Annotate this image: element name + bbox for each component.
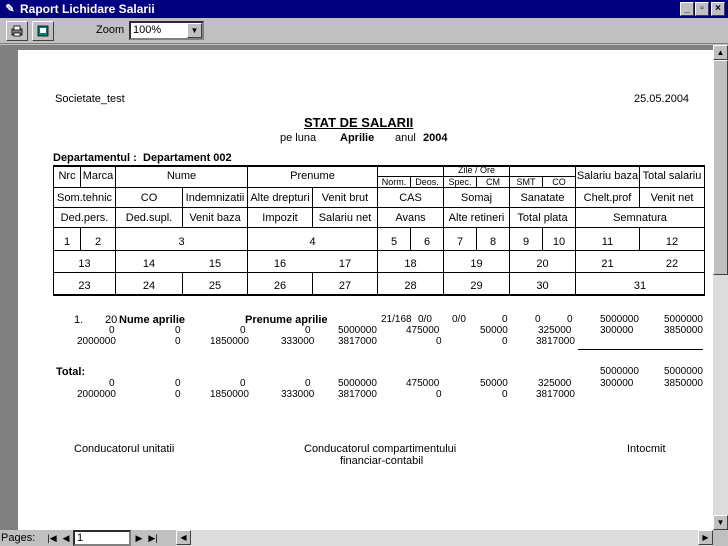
col-co: CO xyxy=(140,192,158,204)
total-salariu-net: 3817000 xyxy=(338,389,377,400)
num-cell: 4 xyxy=(309,236,316,248)
emp-co: 0 xyxy=(175,325,181,336)
title-bar[interactable] xyxy=(0,0,728,18)
num-cell: 15 xyxy=(208,258,222,270)
num-cell: 29 xyxy=(470,280,483,292)
month-value: Aprilie xyxy=(340,132,375,144)
page-number-input[interactable]: 1 xyxy=(73,530,131,546)
next-page-icon[interactable]: ▶ xyxy=(135,533,143,543)
first-page-icon[interactable]: |◀ xyxy=(47,533,57,543)
total-somaj: 50000 xyxy=(480,378,508,389)
total-salariu-baza: 5000000 xyxy=(600,366,639,377)
num-cell: 24 xyxy=(142,280,156,292)
col-cm: CM xyxy=(486,177,500,187)
num-cell: 26 xyxy=(273,280,287,292)
scroll-up-icon[interactable]: ▲ xyxy=(713,45,728,60)
emp-indemnizatii: 0 xyxy=(240,325,246,336)
num-cell: 31 xyxy=(633,280,647,292)
scroll-right-icon[interactable]: ▶ xyxy=(698,530,713,545)
num-cell: 23 xyxy=(78,280,91,292)
emp-zile-smt: 0 xyxy=(535,314,541,325)
num-cell: 12 xyxy=(665,236,679,248)
num-cell: 25 xyxy=(208,280,222,292)
total-ded-pers: 2000000 xyxy=(77,389,116,400)
total-venit-net: 3850000 xyxy=(664,378,703,389)
emp-nume: Nume aprilie xyxy=(119,314,186,326)
horizontal-scrollbar[interactable] xyxy=(176,530,713,546)
signature-director: Conducatorul unitatii xyxy=(74,443,175,455)
num-cell: 19 xyxy=(470,258,483,270)
total-co: 0 xyxy=(175,378,181,389)
num-cell: 14 xyxy=(142,258,156,270)
col-alte-drepturi: Alte drepturi xyxy=(250,192,310,204)
total-venit-baza: 1850000 xyxy=(210,389,249,400)
total-alte-drepturi: 0 xyxy=(305,378,311,389)
col-semnatura: Semnatura xyxy=(613,212,667,224)
num-cell: 10 xyxy=(552,236,566,248)
col-marca: Marca xyxy=(82,170,114,182)
num-cell: 8 xyxy=(489,236,497,248)
printer-icon xyxy=(11,25,23,37)
signature-prepared: Intocmit xyxy=(627,443,666,455)
emp-prenume: Prenume aprilie xyxy=(245,314,328,326)
emp-zile-cm: 0 xyxy=(502,314,508,325)
print-button[interactable] xyxy=(6,21,28,41)
col-alte-retineri: Alte retineri xyxy=(448,212,505,224)
emp-zile-norm: 21/168 xyxy=(381,314,412,325)
col-ded-pers: Ded.pers. xyxy=(60,212,109,224)
scroll-thumb[interactable] xyxy=(713,60,728,275)
num-cell: 21 xyxy=(601,258,614,270)
total-total-salariu: 5000000 xyxy=(664,366,703,377)
col-nrc: Nrc xyxy=(58,170,76,182)
page-title: STAT DE SALARII xyxy=(304,115,414,130)
total-cas: 475000 xyxy=(406,378,440,389)
num-cell: 7 xyxy=(456,236,464,248)
total-chelt-prof: 300000 xyxy=(600,378,634,389)
total-total-plata: 3817000 xyxy=(536,389,575,400)
total-impozit: 333000 xyxy=(281,389,315,400)
emp-ded-supl: 0 xyxy=(175,336,181,347)
zoom-select[interactable] xyxy=(129,21,204,40)
total-som-tehnic: 0 xyxy=(109,378,115,389)
total-avans: 0 xyxy=(436,389,442,400)
close-button[interactable]: × xyxy=(711,2,725,16)
num-cell: 18 xyxy=(404,258,417,270)
col-chelt-prof: Chelt.prof xyxy=(583,192,632,204)
num-cell: 5 xyxy=(390,236,398,248)
col-co-zile: CO xyxy=(552,177,566,187)
col-venit-net: Venit net xyxy=(650,192,694,204)
zoom-label: Zoom xyxy=(96,24,125,36)
num-cell: 6 xyxy=(423,236,431,248)
document-icon xyxy=(37,25,49,37)
num-cell: 9 xyxy=(522,236,530,248)
report-page xyxy=(18,50,713,530)
col-salariu-baza: Salariu baza xyxy=(576,170,639,182)
col-nume: Nume xyxy=(166,170,197,182)
total-sanatate: 325000 xyxy=(538,378,572,389)
col-som-tehnic: Som.tehnic xyxy=(56,192,113,204)
emp-cas: 475000 xyxy=(406,325,440,336)
num-cell: 13 xyxy=(78,258,91,270)
vertical-scrollbar[interactable] xyxy=(713,45,728,530)
report-date: 25.05.2004 xyxy=(634,93,690,105)
emp-avans: 0 xyxy=(436,336,442,347)
col-impozit: Impozit xyxy=(262,212,298,224)
emp-total-salariu: 5000000 xyxy=(664,314,703,325)
total-indemnizatii: 0 xyxy=(240,378,246,389)
total-ded-supl: 0 xyxy=(175,389,181,400)
emp-salariu-baza: 5000000 xyxy=(600,314,639,325)
year-value: 2004 xyxy=(423,132,448,144)
scroll-down-icon[interactable]: ▼ xyxy=(713,515,728,530)
emp-marca: 20 xyxy=(105,314,118,326)
period-label: pe luna xyxy=(280,132,317,144)
emp-venit-net: 3850000 xyxy=(664,325,703,336)
num-cell: 11 xyxy=(601,236,614,248)
col-venit-brut: Venit brut xyxy=(321,192,369,204)
col-deos: Deos. xyxy=(415,177,439,187)
col-total-salariu: Total salariu xyxy=(642,170,702,182)
emp-impozit: 333000 xyxy=(281,336,315,347)
total-venit-brut: 5000000 xyxy=(338,378,377,389)
col-cas: CAS xyxy=(399,192,422,204)
emp-zile-deos: 0/0 xyxy=(418,314,432,325)
scroll-left-icon[interactable]: ◀ xyxy=(176,530,191,545)
emp-alte-retineri: 0 xyxy=(502,336,508,347)
num-cell: 1 xyxy=(63,236,71,248)
total-label: Total: xyxy=(56,366,86,378)
emp-somaj: 50000 xyxy=(480,325,508,336)
window-title: Raport Lichidare Salarii xyxy=(20,2,155,16)
num-cell: 3 xyxy=(178,236,185,248)
pages-label: Pages: xyxy=(1,532,36,544)
emp-nrc: 1. xyxy=(74,314,84,326)
emp-sanatate: 325000 xyxy=(538,325,572,336)
num-cell: 27 xyxy=(338,280,352,292)
emp-zile-co: 0 xyxy=(567,314,573,325)
emp-venit-baza: 1850000 xyxy=(210,336,249,347)
app-icon: ✎ xyxy=(5,3,15,15)
status-bar xyxy=(0,530,728,546)
emp-salariu-net: 3817000 xyxy=(338,336,377,347)
col-total-plata: Total plata xyxy=(517,212,568,224)
prev-page-icon[interactable]: ◀ xyxy=(62,533,70,543)
maximize-button[interactable]: ▫ xyxy=(695,2,709,16)
company-name: Societate_test xyxy=(55,93,125,105)
department-value: Departament 002 xyxy=(143,152,232,164)
zoom-value: 100% xyxy=(133,24,162,36)
minimize-button[interactable]: _ xyxy=(680,2,694,16)
col-ded-supl: Ded.supl. xyxy=(125,212,173,224)
num-cell: 28 xyxy=(404,280,417,292)
emp-total-plata: 3817000 xyxy=(536,336,575,347)
num-cell: 20 xyxy=(536,258,549,270)
col-zile-ore: Zile / Ore xyxy=(457,165,495,175)
emp-chelt-prof: 300000 xyxy=(600,325,634,336)
export-button[interactable] xyxy=(32,21,54,41)
department-label: Departamentul : xyxy=(53,152,137,164)
col-sanatate: Sanatate xyxy=(520,192,565,204)
col-salariu-net: Salariu net xyxy=(318,212,372,224)
signature-finance-sub: financiar-contabil xyxy=(340,455,424,467)
num-cell: 22 xyxy=(665,258,679,270)
col-venit-baza: Venit baza xyxy=(189,212,241,224)
num-cell: 17 xyxy=(338,258,352,270)
col-indemnizatii: Indemnizatii xyxy=(185,192,245,204)
signature-line xyxy=(578,349,703,350)
emp-alte-drepturi: 0 xyxy=(305,325,311,336)
total-alte-retineri: 0 xyxy=(502,389,508,400)
col-spec: Spec. xyxy=(448,177,472,187)
signature-finance: Conducatorul compartimentului xyxy=(304,443,457,455)
emp-som-tehnic: 0 xyxy=(109,325,115,336)
year-label: anul xyxy=(395,132,416,144)
toolbar xyxy=(0,18,728,44)
report-viewport xyxy=(0,45,713,530)
num-cell: 30 xyxy=(536,280,549,292)
col-norm: Norm. xyxy=(381,177,407,187)
emp-zile-spec: 0/0 xyxy=(452,314,466,325)
col-avans: Avans xyxy=(395,212,426,224)
emp-venit-brut: 5000000 xyxy=(338,325,377,336)
col-smt: SMT xyxy=(516,177,536,187)
col-prenume: Prenume xyxy=(290,170,335,182)
num-cell: 16 xyxy=(273,258,287,270)
chevron-down-icon[interactable]: ▼ xyxy=(187,23,202,38)
last-page-icon[interactable]: ▶| xyxy=(148,533,158,543)
num-cell: 2 xyxy=(94,236,102,248)
emp-ded-pers: 2000000 xyxy=(77,336,116,347)
col-somaj: Somaj xyxy=(460,192,493,204)
